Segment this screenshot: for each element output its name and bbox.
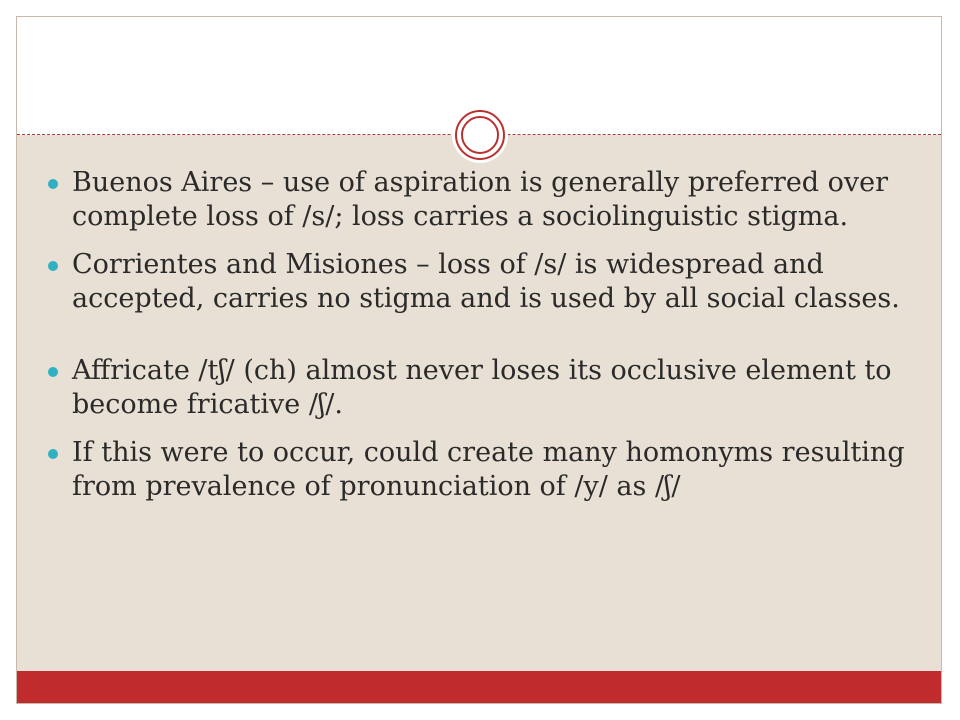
bullet-item bbox=[48, 354, 908, 422]
double-circle-ornament-icon bbox=[452, 107, 508, 163]
bullet-item bbox=[48, 436, 908, 504]
inner-ring bbox=[461, 116, 499, 154]
bullet-text: Corrientes and Misiones – loss of /s/ is widespread and accepted, carries no stigma and is used by all social classes. bbox=[72, 249, 900, 314]
bullet-text: If this were to occur, could create many homonyms resulting from prevalence of pronunciation of /y/ as /ʃ/ bbox=[72, 437, 905, 502]
bullet-dot-icon bbox=[48, 261, 58, 271]
bullet-dot-icon bbox=[48, 367, 58, 377]
bullet-text: Buenos Aires – use of aspiration is generally preferred over complete loss of /s/; loss carries a sociolinguistic stigma. bbox=[72, 167, 889, 232]
bullet-dot-icon bbox=[48, 179, 58, 189]
footer-band bbox=[17, 671, 941, 704]
bullet-item bbox=[48, 166, 908, 234]
bullet-dot-icon bbox=[48, 449, 58, 459]
bullet-item bbox=[48, 248, 908, 316]
bullet-text: Affricate /tʃ/ (ch) almost never loses its occlusive element to become fricative /ʃ/. bbox=[72, 355, 892, 420]
bullet-list bbox=[48, 160, 908, 504]
